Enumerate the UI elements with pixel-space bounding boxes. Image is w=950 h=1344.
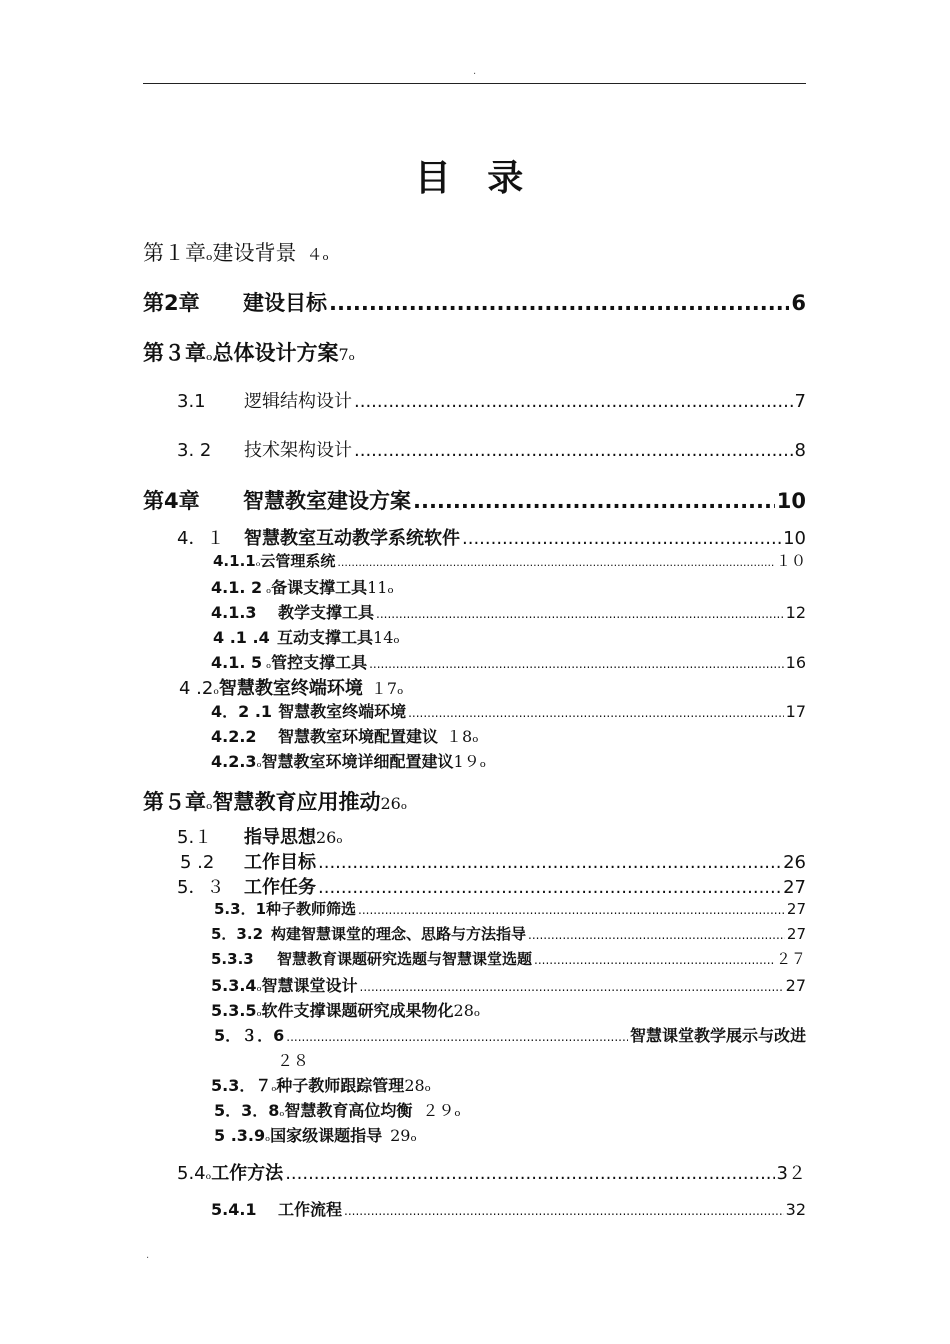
entry-marker: ₒ xyxy=(206,244,213,264)
entry-title: 智慧教室环境详细配置建议 xyxy=(261,752,454,771)
entry-marker: ₒ xyxy=(205,1167,212,1183)
entry-title: 逻辑结构设计 xyxy=(244,391,352,412)
toc-entry-ch3[interactable] xyxy=(143,337,355,367)
entry-number: 4.1. 2 xyxy=(211,578,263,597)
entry-title: 种子教师跟踪管理 xyxy=(276,1076,405,1095)
leader-dots xyxy=(318,852,781,873)
entry-title: 工作目标 xyxy=(244,852,316,873)
entry-page: 26ₒ xyxy=(316,828,343,847)
entry-title: 指导思想 xyxy=(244,827,316,848)
entry-title: 智慧教室建设方案 xyxy=(243,489,411,513)
entry-title: 备课支撑工具 xyxy=(271,578,368,597)
toc-entry-ch2[interactable] xyxy=(143,287,806,317)
toc-entry-5-3[interactable] xyxy=(177,873,806,899)
leader-dots xyxy=(354,440,793,461)
entry-title: 云管理系统 xyxy=(260,552,336,570)
entry-number: 5 .3.9 xyxy=(214,1126,266,1145)
leader-dots xyxy=(462,528,781,549)
entry-number: 5.１ xyxy=(177,827,213,848)
toc-entry-4-1[interactable] xyxy=(177,524,806,550)
entry-number: 3.1 xyxy=(177,391,206,412)
entry-title: 智慧教室环境配置建议 xyxy=(278,727,439,746)
entry-number: 5．３ xyxy=(177,877,225,898)
toc-entry-5-3-6[interactable] xyxy=(214,1023,806,1046)
entry-number: 4.1.1 xyxy=(213,552,256,570)
entry-page: 29ₒ xyxy=(390,1126,417,1145)
entry-page: １０ xyxy=(775,552,806,570)
entry-page: ２７ xyxy=(775,950,806,968)
entry-page: 26 xyxy=(783,852,806,873)
entry-title: 智慧教室终端环境 xyxy=(278,702,407,721)
entry-number: 第１章 xyxy=(143,241,206,265)
entry-page: 27 xyxy=(786,925,806,943)
entry-page: 32 xyxy=(785,1200,806,1219)
entry-number: 4.2.2 xyxy=(211,727,257,746)
entry-marker: ₒ xyxy=(206,344,213,364)
entry-number: 5.3．1 xyxy=(214,900,267,918)
entry-number: 5.3.5 xyxy=(211,1001,257,1020)
leader-dots xyxy=(329,291,789,315)
entry-page: 14ₒ xyxy=(373,628,400,647)
toc-entry-5-2[interactable] xyxy=(180,848,806,874)
entry-number: 5．3.2 xyxy=(211,925,264,943)
toc-entry-4-2[interactable] xyxy=(179,674,403,700)
toc-entry-5-3-4[interactable] xyxy=(211,973,806,996)
toc-entry-3-1[interactable] xyxy=(177,387,806,413)
entry-number: 5.3.3 xyxy=(211,950,254,968)
toc-entry-5-4[interactable] xyxy=(177,1159,806,1185)
entry-title: 智慧课堂设计 xyxy=(261,976,358,995)
entry-page: 27 xyxy=(786,900,806,918)
entry-title: 管控支撑工具 xyxy=(271,653,368,672)
entry-number: 4．１ xyxy=(177,528,225,549)
leader-dots xyxy=(354,391,793,412)
entry-marker: ₒ xyxy=(279,1105,285,1120)
leader-dots xyxy=(408,706,784,720)
leader-dots xyxy=(344,1204,784,1218)
entry-marker: ₒ xyxy=(255,555,261,569)
entry-title: 软件支撑课题研究成果物化 xyxy=(261,1001,454,1020)
toc-entry-4-2-2[interactable] xyxy=(211,724,478,747)
leader-dots xyxy=(337,556,774,569)
entry-page: 12 xyxy=(785,603,806,622)
entry-title: 智慧课堂教学展示与改进 xyxy=(629,1026,806,1045)
toc-entry-5-3-8[interactable] xyxy=(214,1098,461,1121)
entry-page: 28ₒ xyxy=(404,1076,431,1095)
entry-number: 5 .2 xyxy=(180,852,215,873)
entry-page: 27 xyxy=(783,877,806,898)
entry-title: 智慧教育应用推动 xyxy=(212,790,381,814)
toc-entry-5-3-7[interactable] xyxy=(211,1073,431,1096)
entry-number: 4．2 .1 xyxy=(211,702,273,721)
toc-entry-4-1-2[interactable] xyxy=(211,575,394,598)
entry-number: 第５章 xyxy=(143,790,206,814)
entry-title: 种子教师筛选 xyxy=(266,900,357,918)
toc-entry-5-3-1[interactable] xyxy=(214,898,806,919)
entry-number: 5．３．6 xyxy=(214,1026,285,1045)
entry-title: 总体设计方案 xyxy=(212,341,339,365)
entry-marker: ₒ xyxy=(256,756,262,771)
entry-title: 建设背景 xyxy=(212,241,297,265)
entry-title: 建设目标 xyxy=(243,291,327,315)
entry-number: 4 .1 .4 xyxy=(213,628,270,647)
entry-marker: ₒ xyxy=(266,657,272,672)
entry-title: 国家级课题指导 xyxy=(270,1126,383,1145)
header-rule xyxy=(143,83,806,84)
toc-entry-ch1[interactable] xyxy=(143,237,329,267)
entry-number: 第4章 xyxy=(143,489,200,513)
toc-entry-4-1-3[interactable] xyxy=(211,600,806,623)
entry-title: 智慧教室终端环境 xyxy=(218,678,363,699)
leader-dots xyxy=(369,657,784,671)
entry-page: １7ₒ xyxy=(370,679,404,698)
entry-number: 5.3.4 xyxy=(211,976,257,995)
toc-entry-4-1-5[interactable] xyxy=(211,650,806,673)
toc-entry-5-3-5[interactable] xyxy=(211,998,480,1021)
entry-page: 10 xyxy=(783,528,806,549)
leader-dots xyxy=(534,953,774,967)
entry-title: 技术架构设计 xyxy=(244,440,352,461)
leader-dots xyxy=(358,903,785,917)
entry-number: 5．3．8 xyxy=(214,1101,280,1120)
entry-title: 工作流程 xyxy=(278,1200,343,1219)
leader-dots xyxy=(413,489,775,513)
footer-mark: . xyxy=(146,1250,150,1261)
entry-marker: ₒ xyxy=(256,1005,262,1020)
entry-page: 8 xyxy=(794,440,806,461)
toc-entry-4-1-1[interactable] xyxy=(213,550,806,571)
toc-entry-ch5[interactable] xyxy=(143,786,407,816)
entry-number: 4 .2 xyxy=(179,678,214,699)
entry-page: 10 xyxy=(776,489,806,513)
entry-page: 7 xyxy=(794,391,806,412)
toc-entry-5-3-6-page: ２８ xyxy=(277,1051,310,1070)
toc-entry-4-1-4[interactable] xyxy=(213,625,400,648)
entry-page: 17 xyxy=(785,702,806,721)
entry-page: 27 xyxy=(785,976,806,995)
entry-page: 11ₒ xyxy=(367,578,394,597)
leader-dots xyxy=(528,928,785,942)
entry-number: 4.1. 5 xyxy=(211,653,263,672)
entry-marker: ₒ xyxy=(266,582,272,597)
entry-title: 互动支撑工具 xyxy=(277,628,374,647)
toc-title: 目 录 xyxy=(414,158,536,199)
toc-entry-3-2[interactable] xyxy=(177,436,806,462)
entry-page: 6 xyxy=(791,291,806,315)
entry-number: 第３章 xyxy=(143,341,206,365)
toc-entry-5-3-2[interactable] xyxy=(211,923,806,944)
entry-marker: ₒ xyxy=(265,1130,271,1145)
entry-number: 3. 2 xyxy=(177,440,212,461)
entry-title: 智慧教育课题研究选题与智慧课堂选题 xyxy=(277,950,533,968)
entry-number: 5.4 xyxy=(177,1163,206,1184)
entry-page: １8ₒ xyxy=(446,727,479,746)
toc-entry-4-2-3[interactable] xyxy=(211,749,486,772)
leader-dots xyxy=(318,877,781,898)
entry-page: 7ₒ xyxy=(338,345,355,364)
entry-page: ４ₒ xyxy=(306,245,329,264)
entry-title: 智慧教育高位均衡 xyxy=(284,1101,413,1120)
entry-title: 智慧教室互动教学系统软件 xyxy=(244,528,460,549)
entry-number: 4.2.3 xyxy=(211,752,257,771)
entry-title: 工作任务 xyxy=(244,877,316,898)
entry-title: 工作方法 xyxy=(211,1163,284,1184)
leader-dots xyxy=(285,1163,774,1184)
entry-number: 5.3．７ xyxy=(211,1076,272,1095)
toc-entry-4-2-1[interactable] xyxy=(211,699,806,722)
toc-entry-5-1[interactable] xyxy=(177,823,343,849)
entry-title: 构建智慧课堂的理念、思路与方法指导 xyxy=(271,925,527,943)
leader-dots xyxy=(376,607,784,621)
entry-marker: ₒ xyxy=(271,1080,277,1095)
entry-page: 26ₒ xyxy=(380,794,407,813)
entry-marker: ₒ xyxy=(256,980,262,995)
toc-entry-5-3-3[interactable] xyxy=(211,948,806,969)
leader-dots xyxy=(286,1030,628,1044)
entry-page: 3２ xyxy=(776,1163,806,1184)
entry-number: 第2章 xyxy=(143,291,200,315)
entry-page: 1９ₒ xyxy=(453,752,486,771)
header-mark: . xyxy=(473,66,477,77)
entry-page: 16 xyxy=(785,653,806,672)
entry-number: 5.4.1 xyxy=(211,1200,257,1219)
entry-title: 教学支撑工具 xyxy=(278,603,375,622)
entry-page: 28ₒ xyxy=(453,1001,481,1020)
toc-entry-5-4-1[interactable] xyxy=(211,1197,806,1220)
toc-entry-ch4[interactable] xyxy=(143,485,806,515)
entry-marker: ₒ xyxy=(206,793,213,813)
toc-entry-5-3-9[interactable] xyxy=(214,1123,417,1146)
leader-dots xyxy=(360,980,784,994)
entry-marker: ₒ xyxy=(213,682,219,698)
entry-page: ２９ₒ xyxy=(422,1101,461,1120)
entry-number: 4.1.3 xyxy=(211,603,257,622)
